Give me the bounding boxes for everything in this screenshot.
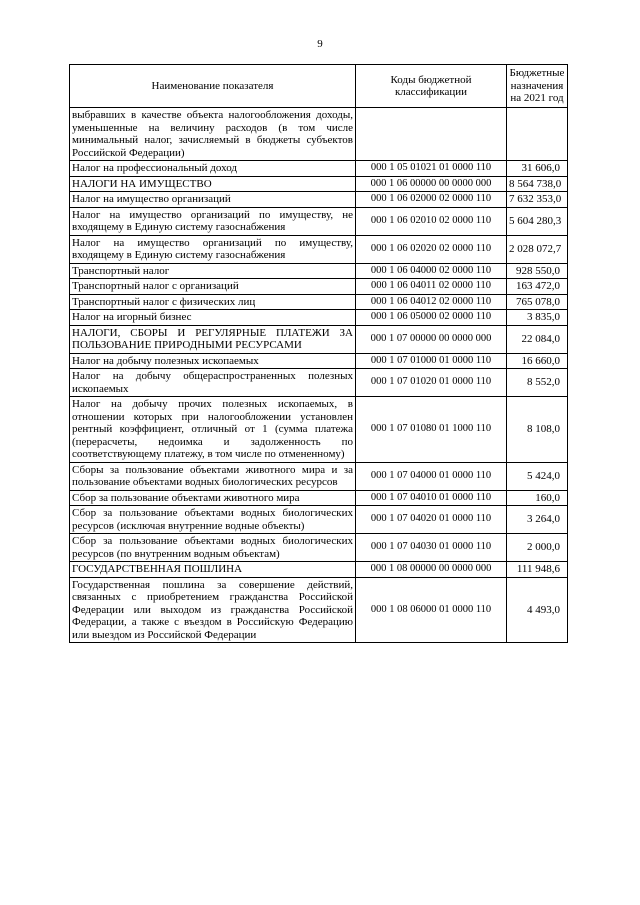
indicator-name-cell: Налог на добычу прочих полезных ископаемых, в отношении которых при налогообложении установлен рентный коэффициент, отличный от 1 (сумма платежа (перерасчеты, недоимка и задолженность по соответствующему платежу, в том числе по отмененному) [70, 397, 356, 463]
indicator-name-cell: Транспортный налог с организаций [70, 279, 356, 295]
indicator-name-cell: Налог на имущество организаций по имуществу, не входящему в Единую систему газоснабжения [70, 207, 356, 235]
budget-code-cell: 000 1 06 02010 02 0000 110 [356, 207, 507, 235]
indicator-name-cell: Сборы за пользование объектами животного мира и за пользование объектами водных биологических ресурсов [70, 462, 356, 490]
table-row [70, 310, 568, 326]
table-row [70, 192, 568, 208]
header-value: Бюджетные назначения на 2021 год [507, 65, 568, 108]
table-header [70, 65, 568, 108]
page-number: 9 [317, 38, 323, 50]
indicator-name-cell: Налог на игорный бизнес [70, 310, 356, 326]
budget-code-cell: 000 1 08 00000 00 0000 000 [356, 562, 507, 578]
budget-code-cell: 000 1 07 04010 01 0000 110 [356, 490, 507, 506]
header-name: Наименование показателя [70, 65, 356, 108]
budget-code-cell: 000 1 06 02020 02 0000 110 [356, 235, 507, 263]
budget-code-cell [356, 108, 507, 161]
budget-code-cell: 000 1 07 01000 01 0000 110 [356, 353, 507, 369]
indicator-name-cell: Сбор за пользование объектами водных биологических ресурсов (исключая внутренние водные объекты) [70, 506, 356, 534]
indicator-name-cell: НАЛОГИ НА ИМУЩЕСТВО [70, 176, 356, 192]
budget-value-cell: 2 000,0 [507, 534, 568, 562]
indicator-name-cell: Налог на имущество организаций [70, 192, 356, 208]
table-row [70, 161, 568, 177]
table-row [70, 562, 568, 578]
budget-value-cell: 5 424,0 [507, 462, 568, 490]
budget-code-cell: 000 1 07 04000 01 0000 110 [356, 462, 507, 490]
budget-value-cell: 3 264,0 [507, 506, 568, 534]
table-row [70, 325, 568, 353]
table-row [70, 397, 568, 463]
table-row [70, 235, 568, 263]
budget-code-cell: 000 1 07 01080 01 1000 110 [356, 397, 507, 463]
budget-value-cell: 765 078,0 [507, 294, 568, 310]
indicator-name-cell: Налог на имущество организаций по имуществу, входящему в Единую систему газоснабжения [70, 235, 356, 263]
header-row [70, 65, 568, 108]
table-row [70, 176, 568, 192]
budget-code-cell: 000 1 06 04011 02 0000 110 [356, 279, 507, 295]
table-row [70, 279, 568, 295]
indicator-name-cell: Налог на профессиональный доход [70, 161, 356, 177]
indicator-name-cell: Транспортный налог с физических лиц [70, 294, 356, 310]
indicator-name-cell: Налог на добычу полезных ископаемых [70, 353, 356, 369]
table-row [70, 462, 568, 490]
budget-value-cell: 4 493,0 [507, 577, 568, 643]
indicator-name-cell: ГОСУДАРСТВЕННАЯ ПОШЛИНА [70, 562, 356, 578]
budget-value-cell: 3 835,0 [507, 310, 568, 326]
budget-value-cell: 8 108,0 [507, 397, 568, 463]
budget-value-cell: 163 472,0 [507, 279, 568, 295]
budget-value-cell: 2 028 072,7 [507, 235, 568, 263]
budget-value-cell: 111 948,6 [507, 562, 568, 578]
budget-value-cell: 160,0 [507, 490, 568, 506]
budget-code-cell: 000 1 07 00000 00 0000 000 [356, 325, 507, 353]
table-row [70, 207, 568, 235]
budget-code-cell: 000 1 06 05000 02 0000 110 [356, 310, 507, 326]
budget-code-cell: 000 1 06 04012 02 0000 110 [356, 294, 507, 310]
table-row [70, 369, 568, 397]
table-row [70, 294, 568, 310]
table-row [70, 534, 568, 562]
budget-value-cell: 8 564 738,0 [507, 176, 568, 192]
indicator-name-cell: Государственная пошлина за совершение действий, связанных с приобретением гражданства Российской Федерации или выходом из гражданства Российской Федерации, а также с въездом в Российскую Федерацию или выездом из Российской Федерации [70, 577, 356, 643]
indicator-name-cell: Сбор за пользование объектами животного мира [70, 490, 356, 506]
budget-code-cell: 000 1 06 04000 02 0000 110 [356, 263, 507, 279]
budget-value-cell: 22 084,0 [507, 325, 568, 353]
budget-table [69, 64, 568, 643]
budget-code-cell: 000 1 06 02000 02 0000 110 [356, 192, 507, 208]
budget-value-cell: 31 606,0 [507, 161, 568, 177]
budget-code-cell: 000 1 07 04020 01 0000 110 [356, 506, 507, 534]
table-row [70, 490, 568, 506]
table-row [70, 353, 568, 369]
budget-value-cell [507, 108, 568, 161]
indicator-name-cell: Транспортный налог [70, 263, 356, 279]
table-body [70, 108, 568, 643]
budget-value-cell: 5 604 280,3 [507, 207, 568, 235]
budget-value-cell: 8 552,0 [507, 369, 568, 397]
table-row [70, 506, 568, 534]
budget-code-cell: 000 1 08 06000 01 0000 110 [356, 577, 507, 643]
indicator-name-cell: НАЛОГИ, СБОРЫ И РЕГУЛЯРНЫЕ ПЛАТЕЖИ ЗА ПОЛЬЗОВАНИЕ ПРИРОДНЫМИ РЕСУРСАМИ [70, 325, 356, 353]
budget-code-cell: 000 1 06 00000 00 0000 000 [356, 176, 507, 192]
budget-value-cell: 928 550,0 [507, 263, 568, 279]
budget-code-cell: 000 1 07 01020 01 0000 110 [356, 369, 507, 397]
table-row [70, 108, 568, 161]
indicator-name-cell: Налог на добычу общераспространенных полезных ископаемых [70, 369, 356, 397]
indicator-name-cell: Сбор за пользование объектами водных биологических ресурсов (по внутренним водным объектам) [70, 534, 356, 562]
header-code: Коды бюджетной классификации [356, 65, 507, 108]
table-row [70, 577, 568, 643]
indicator-name-cell: выбравших в качестве объекта налогообложения доходы, уменьшенные на величину расходов (в том числе минимальный налог, зачисляемый в бюджеты субъектов Российской Федерации) [70, 108, 356, 161]
budget-code-cell: 000 1 05 01021 01 0000 110 [356, 161, 507, 177]
budget-value-cell: 7 632 353,0 [507, 192, 568, 208]
table-row [70, 263, 568, 279]
budget-value-cell: 16 660,0 [507, 353, 568, 369]
budget-code-cell: 000 1 07 04030 01 0000 110 [356, 534, 507, 562]
